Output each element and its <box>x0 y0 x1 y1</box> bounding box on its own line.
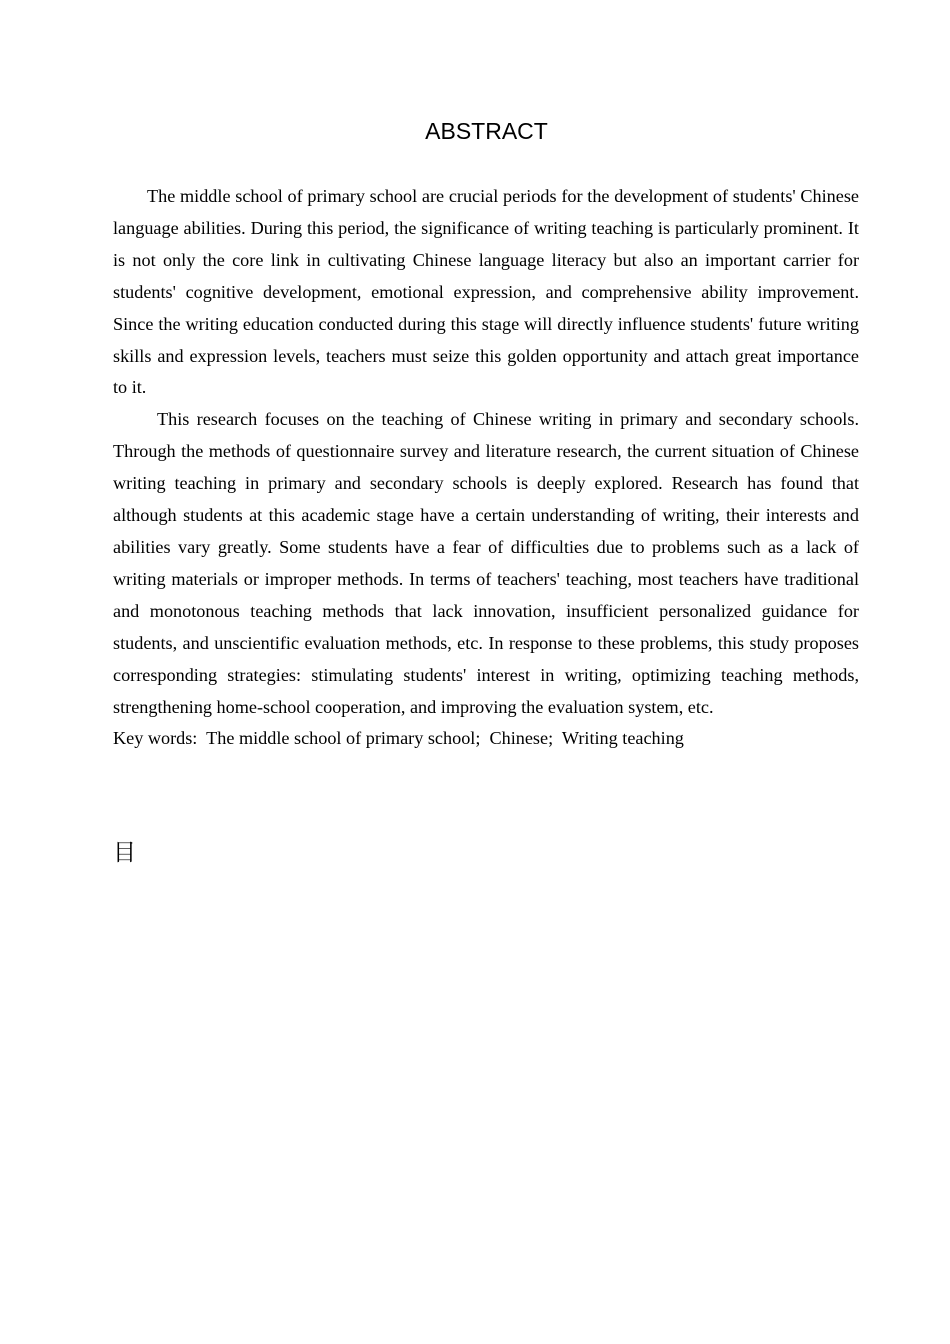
table-of-contents-heading-fragment: 目 <box>113 840 136 866</box>
keywords-line: Key words: The middle school of primary school; Chinese; Writing teaching <box>113 728 684 749</box>
abstract-title: ABSTRACT <box>425 118 548 144</box>
abstract-body <box>113 181 859 755</box>
abstract-paragraph: This research focuses on the teaching of Chinese writing in primary and secondary schools. Through the methods of questionnaire survey and literature research, the current situation of Chinese writing teaching in primary and secondary schools is deeply explored. Research has found that although students at this academic stage have a certain understanding of writing, their interests and abilities vary greatly. Some students have a fear of difficulties due to problems such as a lack of writing materials or improper methods. In terms of teachers' teaching, most teachers have traditional and monotonous teaching methods that lack innovation, insufficient personalized guidance for students, and unscientific evaluation methods, etc. In response to these problems, this study proposes corresponding strategies: stimulating students' interest in writing, optimizing teaching methods, strengthening home-school cooperation, and improving the evaluation system, etc. <box>113 409 859 717</box>
abstract-paragraph: The middle school of primary school are crucial periods for the development of students' Chinese language abilities. During this period, the significance of writing teaching is particularly prominent. It is not only the core link in cultivating Chinese language literacy but also an important carrier for students' cognitive development, emotional expression, and comprehensive ability improvement. Since the writing education conducted during this stage will directly influence students' future writing skills and expression levels, teachers must seize this golden opportunity and attach great importance to it. <box>113 186 859 398</box>
